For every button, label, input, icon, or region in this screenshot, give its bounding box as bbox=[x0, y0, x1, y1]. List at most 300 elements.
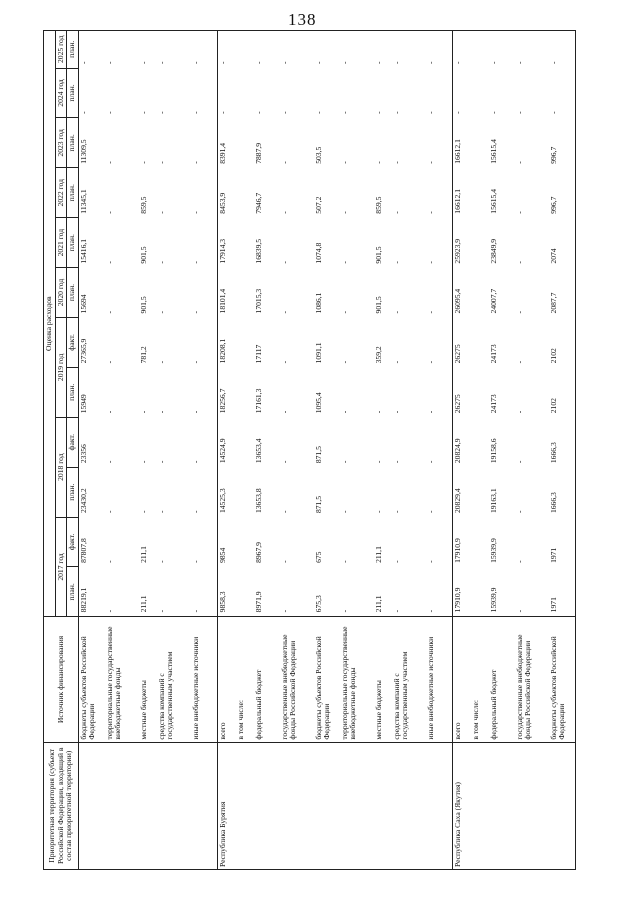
value-cell: - bbox=[391, 360, 401, 364]
value-cell: - bbox=[217, 111, 227, 114]
value-cell: - bbox=[253, 111, 263, 114]
value-cell: - bbox=[191, 567, 218, 617]
table-row bbox=[340, 31, 374, 870]
table-row bbox=[426, 31, 453, 870]
value-cell: - bbox=[156, 510, 166, 514]
source-cell: в том числе: bbox=[471, 617, 489, 742]
territory-cell bbox=[489, 742, 515, 869]
value-cell: 17117 bbox=[253, 344, 263, 364]
value-cell: - bbox=[156, 360, 166, 364]
value-cell: - bbox=[489, 31, 515, 69]
value-cell: 15694 bbox=[78, 294, 88, 314]
value-cell: - bbox=[514, 261, 524, 264]
header-year: 2023 год bbox=[55, 118, 67, 168]
territory-cell bbox=[515, 742, 549, 869]
value-cell: - bbox=[514, 310, 524, 314]
territory-cell bbox=[236, 742, 254, 869]
value-cell: 18256,7 bbox=[217, 388, 227, 414]
value-cell: - bbox=[426, 417, 453, 467]
header-subcol: факт. bbox=[67, 517, 79, 567]
header-estimate: Оценка расходов bbox=[44, 31, 56, 617]
table-row bbox=[489, 31, 515, 870]
value-cell: 11309,5 bbox=[78, 139, 88, 164]
source-cell: федеральный бюджет bbox=[489, 617, 515, 742]
value-cell: - bbox=[105, 31, 139, 69]
value-cell: - bbox=[391, 560, 401, 563]
value-cell: - bbox=[104, 360, 114, 364]
territory-cell bbox=[426, 742, 453, 869]
value-cell: 25923,9 bbox=[452, 238, 462, 264]
value-cell: 11345,1 bbox=[78, 189, 88, 214]
value-cell: 1666,3 bbox=[549, 467, 576, 517]
value-cell: - bbox=[391, 460, 401, 464]
value-cell: - bbox=[191, 268, 218, 318]
value-cell: 359,2 bbox=[373, 346, 383, 364]
value-cell bbox=[236, 567, 254, 617]
value-cell: - bbox=[373, 510, 383, 514]
value-cell: 26095,4 bbox=[452, 288, 462, 314]
value-cell: 2102 bbox=[549, 317, 576, 367]
territory-cell bbox=[105, 742, 139, 869]
value-cell: - bbox=[279, 410, 289, 414]
value-cell: - bbox=[191, 31, 218, 69]
table-row bbox=[157, 31, 191, 870]
value-cell: - bbox=[514, 111, 524, 114]
value-cell: 13653,8 bbox=[253, 488, 263, 514]
value-cell: - bbox=[191, 467, 218, 517]
value-cell: - bbox=[104, 261, 114, 264]
value-cell: - bbox=[313, 111, 323, 114]
value-cell: - bbox=[156, 310, 166, 314]
header-year: 2025 год bbox=[55, 31, 67, 69]
value-cell: 1074,8 bbox=[313, 242, 323, 264]
value-cell bbox=[236, 31, 254, 69]
header-subcol: план. bbox=[67, 567, 79, 617]
table-row bbox=[452, 31, 471, 870]
value-cell: 17914,3 bbox=[217, 238, 227, 264]
value-cell: - bbox=[104, 460, 114, 464]
value-cell: - bbox=[391, 111, 401, 114]
value-cell: - bbox=[191, 367, 218, 417]
header-subcol: факт. bbox=[67, 417, 79, 467]
source-cell: бюджеты субъектов Российской Федерации bbox=[78, 617, 105, 742]
header-territory: Приоритетная территория (субъект Российской Федерации, входящий в состав приоритетной территории) bbox=[44, 742, 79, 869]
value-cell: - bbox=[391, 211, 401, 214]
value-cell: 1086,1 bbox=[313, 292, 323, 314]
value-cell: - bbox=[138, 410, 148, 414]
value-cell: 15949 bbox=[78, 394, 88, 414]
value-cell: 211,1 bbox=[373, 595, 383, 613]
source-cell: государственные внебюджетные фонды Российской Федерации bbox=[515, 617, 549, 742]
value-cell: - bbox=[104, 111, 114, 114]
value-cell: 675,3 bbox=[313, 595, 323, 613]
source-cell: средства компаний с государственным участием bbox=[157, 617, 191, 742]
territory-cell bbox=[157, 742, 191, 869]
source-cell: бюджеты субъектов Российской Федерации bbox=[549, 617, 576, 742]
header-subcol: план. bbox=[67, 218, 79, 268]
value-cell: - bbox=[340, 31, 374, 69]
source-cell: иные внебюджетные источники bbox=[191, 617, 218, 742]
value-cell: - bbox=[426, 517, 453, 567]
value-cell: 996,7 bbox=[549, 118, 576, 168]
value-cell: - bbox=[392, 31, 426, 69]
value-cell: - bbox=[138, 510, 148, 514]
value-cell: - bbox=[391, 161, 401, 164]
value-cell: 19158,6 bbox=[488, 438, 498, 464]
value-cell: 23430,2 bbox=[78, 488, 88, 514]
value-cell: - bbox=[104, 310, 114, 314]
value-cell bbox=[471, 168, 489, 218]
value-cell: 24173 bbox=[488, 394, 498, 414]
value-cell bbox=[471, 218, 489, 268]
value-cell: 901,5 bbox=[138, 246, 148, 264]
territory-cell bbox=[340, 742, 374, 869]
table-row bbox=[254, 31, 280, 870]
territory-cell: Республика Саха (Якутия) bbox=[452, 742, 471, 869]
value-cell: - bbox=[514, 609, 524, 613]
value-cell bbox=[236, 118, 254, 168]
territory-cell bbox=[280, 742, 314, 869]
value-cell: 13653,4 bbox=[253, 438, 263, 464]
value-cell: - bbox=[426, 367, 453, 417]
table-row bbox=[515, 31, 549, 870]
table-body bbox=[78, 31, 575, 870]
value-cell: - bbox=[156, 609, 166, 613]
value-cell bbox=[236, 218, 254, 268]
table-row bbox=[549, 31, 576, 870]
source-cell: местные бюджеты bbox=[139, 617, 157, 742]
header-subcol: план. bbox=[67, 31, 79, 69]
value-cell: 1666,3 bbox=[549, 417, 576, 467]
value-cell: - bbox=[373, 111, 383, 114]
value-cell: - bbox=[373, 410, 383, 414]
value-cell: 859,5 bbox=[138, 196, 148, 214]
value-cell: - bbox=[339, 609, 349, 613]
value-cell: - bbox=[426, 31, 453, 69]
value-cell bbox=[236, 317, 254, 367]
territory-cell bbox=[314, 742, 340, 869]
value-cell: 24173 bbox=[488, 344, 498, 364]
value-cell bbox=[471, 317, 489, 367]
value-cell: 14525,3 bbox=[217, 488, 227, 514]
value-cell: - bbox=[426, 567, 453, 617]
value-cell: 15615,4 bbox=[488, 139, 498, 164]
value-cell: 27365,9 bbox=[78, 338, 88, 364]
header-subcol: план. bbox=[67, 268, 79, 318]
table-row bbox=[471, 31, 489, 870]
table-row bbox=[78, 31, 105, 870]
value-cell: 17910,9 bbox=[452, 538, 462, 563]
value-cell: - bbox=[549, 68, 576, 118]
value-cell: 24007,7 bbox=[488, 288, 498, 314]
value-cell: - bbox=[104, 211, 114, 214]
value-cell: 1091,1 bbox=[313, 342, 323, 364]
value-cell: - bbox=[314, 31, 340, 69]
value-cell: 781,2 bbox=[138, 346, 148, 364]
table-row bbox=[139, 31, 157, 870]
table-row bbox=[314, 31, 340, 870]
value-cell: - bbox=[391, 261, 401, 264]
value-cell bbox=[471, 367, 489, 417]
source-cell: местные бюджеты bbox=[374, 617, 392, 742]
value-cell: 1971 bbox=[549, 567, 576, 617]
value-cell: - bbox=[339, 111, 349, 114]
value-cell: - bbox=[279, 261, 289, 264]
value-cell: 16839,5 bbox=[253, 238, 263, 264]
value-cell: - bbox=[426, 168, 453, 218]
table-row bbox=[374, 31, 392, 870]
table-row bbox=[280, 31, 314, 870]
territory-cell bbox=[549, 742, 576, 869]
value-cell: - bbox=[156, 111, 166, 114]
value-cell: 8453,9 bbox=[217, 192, 227, 214]
value-cell: 1971 bbox=[549, 517, 576, 567]
territory-cell bbox=[254, 742, 280, 869]
value-cell: - bbox=[339, 211, 349, 214]
value-cell: - bbox=[191, 317, 218, 367]
value-cell: 17015,3 bbox=[253, 288, 263, 314]
source-cell: всего bbox=[217, 617, 236, 742]
value-cell: 15416,1 bbox=[78, 238, 88, 264]
value-cell: 17910,9 bbox=[452, 587, 462, 613]
value-cell: - bbox=[426, 317, 453, 367]
value-cell bbox=[236, 417, 254, 467]
value-cell: 23849,9 bbox=[488, 238, 498, 264]
value-cell: - bbox=[391, 410, 401, 414]
value-cell bbox=[236, 367, 254, 417]
value-cell: - bbox=[279, 609, 289, 613]
value-cell bbox=[471, 68, 489, 118]
value-cell: 1095,4 bbox=[313, 392, 323, 414]
source-cell: всего bbox=[452, 617, 471, 742]
value-cell: - bbox=[391, 510, 401, 514]
header-subcol: план. bbox=[67, 367, 79, 417]
value-cell: - bbox=[191, 68, 218, 118]
value-cell: 8391,4 bbox=[217, 142, 227, 164]
value-cell: 7946,7 bbox=[253, 192, 263, 214]
value-cell: - bbox=[156, 410, 166, 414]
value-cell: 26275 bbox=[452, 344, 462, 364]
value-cell: - bbox=[279, 560, 289, 563]
page-number: 138 bbox=[288, 10, 317, 29]
territory-cell bbox=[78, 742, 105, 869]
value-cell: - bbox=[138, 111, 148, 114]
value-cell: 19163,1 bbox=[488, 488, 498, 514]
value-cell: - bbox=[156, 161, 166, 164]
value-cell: 15939,9 bbox=[488, 587, 498, 613]
value-cell: - bbox=[138, 460, 148, 464]
territory-cell bbox=[471, 742, 489, 869]
territory-cell: Республика Бурятия bbox=[217, 742, 236, 869]
value-cell: 211,1 bbox=[373, 546, 383, 563]
value-cell: 211,1 bbox=[138, 595, 148, 613]
header-subcol: план. bbox=[67, 168, 79, 218]
header-year: 2024 год bbox=[55, 68, 67, 118]
value-cell: - bbox=[157, 31, 191, 69]
territory-cell bbox=[374, 742, 392, 869]
value-cell: - bbox=[279, 111, 289, 114]
value-cell: 211,1 bbox=[138, 546, 148, 563]
value-cell: - bbox=[104, 161, 114, 164]
value-cell: 2074 bbox=[549, 218, 576, 268]
value-cell: 859,5 bbox=[373, 196, 383, 214]
value-cell bbox=[471, 31, 489, 69]
table-row bbox=[392, 31, 426, 870]
value-cell: - bbox=[279, 211, 289, 214]
value-cell: - bbox=[426, 218, 453, 268]
value-cell bbox=[471, 417, 489, 467]
value-cell: - bbox=[217, 31, 236, 69]
rotated-table-container bbox=[43, 30, 603, 870]
header-year: 2019 год bbox=[55, 317, 67, 417]
value-cell: - bbox=[191, 517, 218, 567]
value-cell: - bbox=[104, 609, 114, 613]
table-row bbox=[217, 31, 236, 870]
value-cell: - bbox=[391, 609, 401, 613]
value-cell bbox=[471, 467, 489, 517]
value-cell: - bbox=[373, 460, 383, 464]
value-cell: 88219,1 bbox=[78, 587, 88, 613]
value-cell: 2102 bbox=[549, 367, 576, 417]
value-cell: 507,2 bbox=[313, 196, 323, 214]
value-cell: - bbox=[426, 467, 453, 517]
header-subcol: план. bbox=[67, 118, 79, 168]
value-cell: - bbox=[279, 161, 289, 164]
value-cell: 18101,4 bbox=[217, 288, 227, 314]
header-year: 2021 год bbox=[55, 218, 67, 268]
value-cell: 7887,9 bbox=[253, 142, 263, 164]
value-cell: 996,7 bbox=[549, 168, 576, 218]
value-cell: - bbox=[339, 310, 349, 314]
value-cell: - bbox=[514, 560, 524, 563]
value-cell: 16612,1 bbox=[452, 189, 462, 214]
value-cell: - bbox=[514, 211, 524, 214]
value-cell: - bbox=[391, 310, 401, 314]
value-cell: - bbox=[156, 211, 166, 214]
financing-table bbox=[43, 30, 576, 870]
value-cell: - bbox=[339, 460, 349, 464]
value-cell: - bbox=[514, 460, 524, 464]
value-cell: - bbox=[78, 111, 88, 114]
header-year: 2017 год bbox=[55, 517, 67, 617]
value-cell: 9858,3 bbox=[217, 591, 227, 613]
value-cell: 8967,9 bbox=[253, 542, 263, 563]
value-cell: - bbox=[279, 360, 289, 364]
value-cell: - bbox=[514, 360, 524, 364]
header-year: 2018 год bbox=[55, 417, 67, 517]
value-cell: 871,5 bbox=[313, 495, 323, 514]
value-cell: - bbox=[104, 410, 114, 414]
value-cell: - bbox=[374, 31, 392, 69]
value-cell: 8971,9 bbox=[253, 591, 263, 613]
value-cell: 901,5 bbox=[373, 296, 383, 314]
value-cell bbox=[471, 567, 489, 617]
source-cell: иные внебюджетные источники bbox=[426, 617, 453, 742]
value-cell bbox=[236, 268, 254, 318]
value-cell: 15615,4 bbox=[488, 189, 498, 214]
source-cell: государственные внебюджетные фонды Российской Федерации bbox=[280, 617, 314, 742]
value-cell: - bbox=[339, 261, 349, 264]
table-row bbox=[191, 31, 218, 870]
territory-cell bbox=[191, 742, 218, 869]
territory-cell bbox=[392, 742, 426, 869]
header-year: 2020 год bbox=[55, 268, 67, 318]
value-cell: 15939,9 bbox=[488, 538, 498, 563]
value-cell: 503,5 bbox=[313, 146, 323, 164]
value-cell: 20829,4 bbox=[452, 488, 462, 514]
value-cell: 14524,9 bbox=[217, 438, 227, 464]
value-cell: - bbox=[426, 68, 453, 118]
value-cell: - bbox=[139, 31, 157, 69]
value-cell bbox=[471, 268, 489, 318]
value-cell: - bbox=[452, 31, 471, 69]
value-cell bbox=[236, 467, 254, 517]
value-cell: 18208,1 bbox=[217, 338, 227, 364]
value-cell: - bbox=[339, 510, 349, 514]
source-cell: в том числе: bbox=[236, 617, 254, 742]
value-cell: - bbox=[156, 460, 166, 464]
value-cell: - bbox=[514, 410, 524, 414]
value-cell: - bbox=[515, 31, 549, 69]
value-cell: - bbox=[156, 261, 166, 264]
value-cell: - bbox=[452, 111, 462, 114]
value-cell: - bbox=[339, 410, 349, 414]
value-cell: - bbox=[279, 510, 289, 514]
value-cell: - bbox=[339, 161, 349, 164]
value-cell: 901,5 bbox=[138, 296, 148, 314]
value-cell: - bbox=[254, 31, 280, 69]
value-cell bbox=[236, 517, 254, 567]
header-year: 2022 год bbox=[55, 168, 67, 218]
header-subcol: план. bbox=[67, 68, 79, 118]
value-cell bbox=[236, 68, 254, 118]
value-cell: 9854 bbox=[217, 547, 227, 563]
value-cell: - bbox=[280, 31, 314, 69]
value-cell: 20824,9 bbox=[452, 438, 462, 464]
value-cell: - bbox=[426, 118, 453, 168]
value-cell: - bbox=[78, 31, 105, 69]
value-cell: - bbox=[138, 161, 148, 164]
value-cell: - bbox=[514, 510, 524, 514]
value-cell: 87807,8 bbox=[78, 538, 88, 563]
source-cell: бюджеты субъектов Российской Федерации bbox=[314, 617, 340, 742]
table-row bbox=[105, 31, 139, 870]
value-cell: - bbox=[279, 460, 289, 464]
table-header bbox=[44, 31, 79, 870]
value-cell: 901,5 bbox=[373, 246, 383, 264]
source-cell: федеральный бюджет bbox=[254, 617, 280, 742]
source-cell: территориальные государственные внебюджетные фонды bbox=[340, 617, 374, 742]
territory-cell bbox=[139, 742, 157, 869]
value-cell: - bbox=[279, 310, 289, 314]
value-cell: - bbox=[373, 161, 383, 164]
value-cell: - bbox=[191, 417, 218, 467]
value-cell: - bbox=[339, 560, 349, 563]
value-cell: - bbox=[191, 168, 218, 218]
value-cell: - bbox=[426, 268, 453, 318]
value-cell: - bbox=[191, 218, 218, 268]
value-cell bbox=[471, 118, 489, 168]
value-cell: - bbox=[339, 360, 349, 364]
value-cell: - bbox=[104, 560, 114, 563]
value-cell: - bbox=[549, 31, 576, 69]
source-cell: средства компаний с государственным участием bbox=[392, 617, 426, 742]
header-source: Источник финансирования bbox=[44, 617, 79, 742]
source-cell: территориальные государственные внебюджетные фонды bbox=[105, 617, 139, 742]
value-cell: - bbox=[104, 510, 114, 514]
value-cell: - bbox=[514, 161, 524, 164]
value-cell: 16612,1 bbox=[452, 139, 462, 164]
